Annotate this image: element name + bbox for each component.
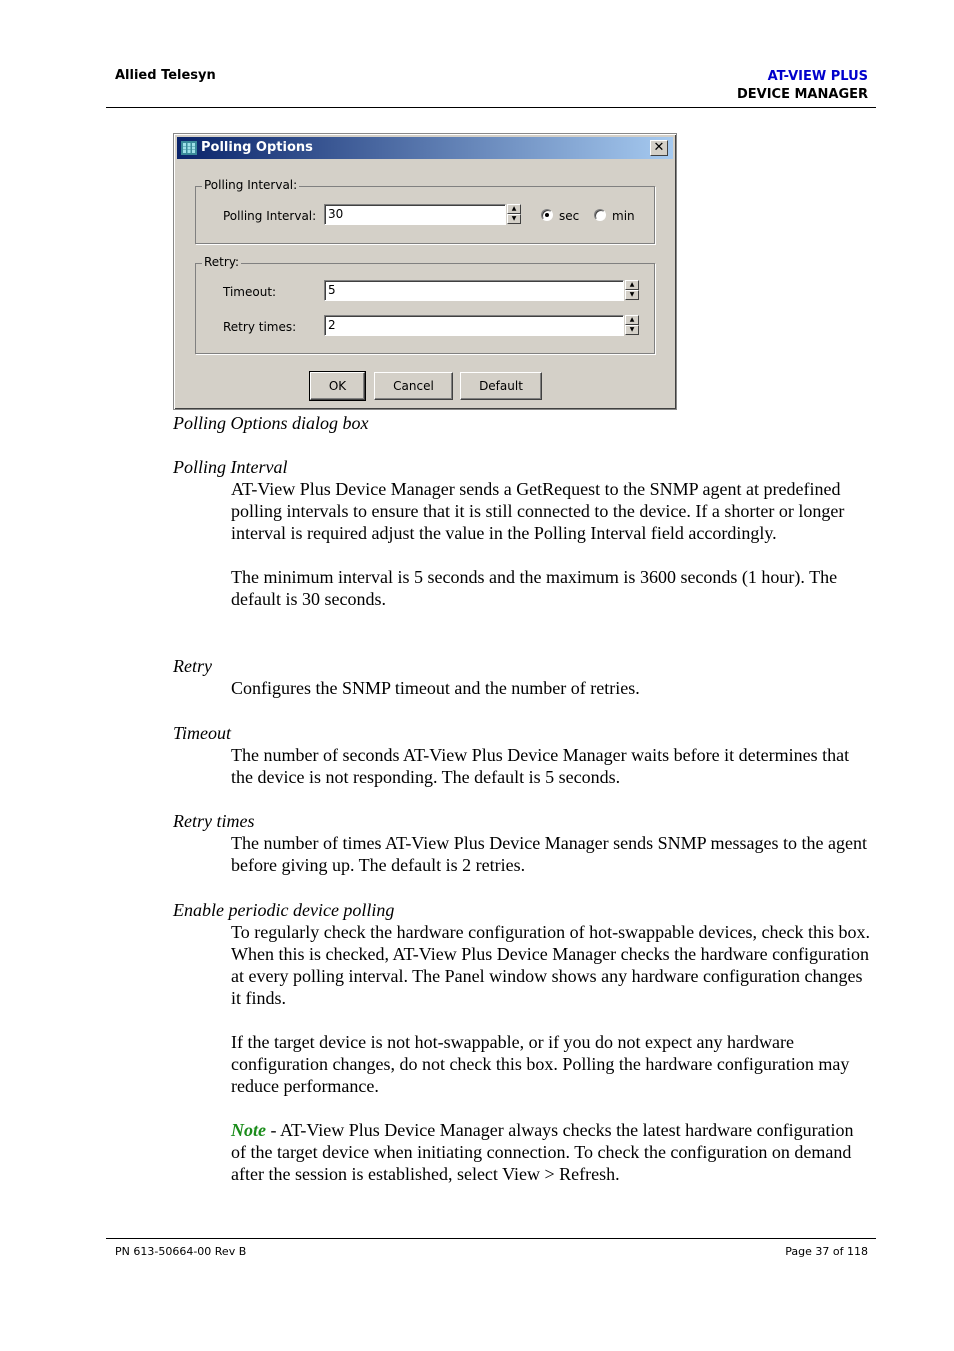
timeout-spinner <box>625 280 639 301</box>
section-enable-periodic-polling <box>173 899 873 1185</box>
spin-down-button[interactable]: ▼ <box>507 214 521 224</box>
radio-min-label: min <box>612 209 635 223</box>
retry-times-spinner <box>625 315 639 336</box>
note-label: Note <box>231 1120 266 1140</box>
spin-up-button[interactable]: ▲ <box>507 204 521 214</box>
retry-group <box>195 255 655 354</box>
header-company: Allied Telesyn <box>115 68 216 83</box>
polling-interval-group <box>195 178 655 244</box>
spin-up-button[interactable]: ▲ <box>625 315 639 325</box>
polling-interval-label: Polling Interval: <box>223 209 317 223</box>
dialog-titlebar[interactable] <box>177 137 673 159</box>
header-section: DEVICE MANAGER <box>736 87 868 102</box>
close-icon: ✕ <box>653 140 665 155</box>
footer-part-number: PN 613-50664-00 Rev B <box>115 1245 247 1258</box>
section-polling-interval <box>173 456 873 610</box>
default-button[interactable]: Default <box>460 372 542 400</box>
paragraph: AT-View Plus Device Manager sends a GetRequest to the SNMP agent at predefined polling intervals to ensure that it is still connected to the device. If a shorter or longer interval is required adjust the value in the Polling Interval field accordingly. <box>231 479 845 543</box>
section-title: Retry times <box>173 811 255 831</box>
section-title: Timeout <box>173 723 232 743</box>
spin-down-button[interactable]: ▼ <box>625 290 639 300</box>
paragraph: The number of seconds AT-View Plus Device Manager waits before it determines that the device is not responding. The default is 5 seconds. <box>231 745 850 787</box>
polling-interval-spinner <box>507 204 521 225</box>
timeout-label: Timeout: <box>223 285 277 299</box>
section-retry-times <box>173 810 873 876</box>
polling-interval-input[interactable]: 30 <box>324 204 506 225</box>
header-title-block <box>737 68 868 104</box>
paragraph: The minimum interval is 5 seconds and the maximum is 3600 seconds (1 hour). The default is 30 seconds. <box>231 567 838 609</box>
radio-sec[interactable] <box>541 209 553 221</box>
dialog-title: Polling Options <box>201 140 313 155</box>
polling-interval-legend: Polling Interval: <box>204 178 298 192</box>
radio-min[interactable] <box>594 209 606 221</box>
close-button[interactable] <box>650 140 668 156</box>
note-paragraph <box>231 1119 871 1185</box>
retry-times-input[interactable]: 2 <box>324 315 624 336</box>
retry-legend: Retry: <box>204 255 240 269</box>
paragraph: Configures the SNMP timeout and the number of retries. <box>231 678 640 698</box>
header-product: AT-VIEW PLUS <box>767 69 868 84</box>
note-text: - AT-View Plus Device Manager always checks the latest hardware configuration of the target device when initiating connection. To check the configuration on demand after the session is established, select View > Refresh. <box>231 1120 854 1184</box>
figure-caption: Polling Options dialog box <box>173 413 369 433</box>
section-retry <box>173 655 873 699</box>
app-grid-icon <box>181 141 197 155</box>
footer-rule <box>106 1238 876 1239</box>
retry-times-label: Retry times: <box>223 320 297 334</box>
footer-page-number: Page 37 of 118 <box>785 1245 868 1258</box>
timeout-input[interactable]: 5 <box>324 280 624 301</box>
spin-down-button[interactable]: ▼ <box>625 325 639 335</box>
section-timeout <box>173 722 873 788</box>
paragraph: The number of times AT-View Plus Device Manager sends SNMP messages to the agent before giving up. The default is 2 retries. <box>231 833 867 875</box>
paragraph: To regularly check the hardware configuration of hot-swappable devices, check this box. When this is checked, AT-View Plus Device Manager checks the hardware configuration at every polling interval. The Panel window shows any hardware configuration changes it finds. <box>231 922 870 1008</box>
section-title: Polling Interval <box>173 457 288 477</box>
ok-button[interactable]: OK <box>310 372 365 400</box>
radio-sec-label: sec <box>559 209 580 223</box>
spin-up-button[interactable]: ▲ <box>625 280 639 290</box>
section-title: Retry <box>173 656 212 676</box>
section-title: Enable periodic device polling <box>173 900 395 920</box>
polling-options-dialog <box>173 133 677 410</box>
paragraph: If the target device is not hot-swappable, or if you do not expect any hardware configuration changes, do not check this box. Polling the hardware configuration may reduce performance. <box>231 1032 850 1096</box>
cancel-button[interactable]: Cancel <box>374 372 453 400</box>
header-rule <box>106 107 876 108</box>
